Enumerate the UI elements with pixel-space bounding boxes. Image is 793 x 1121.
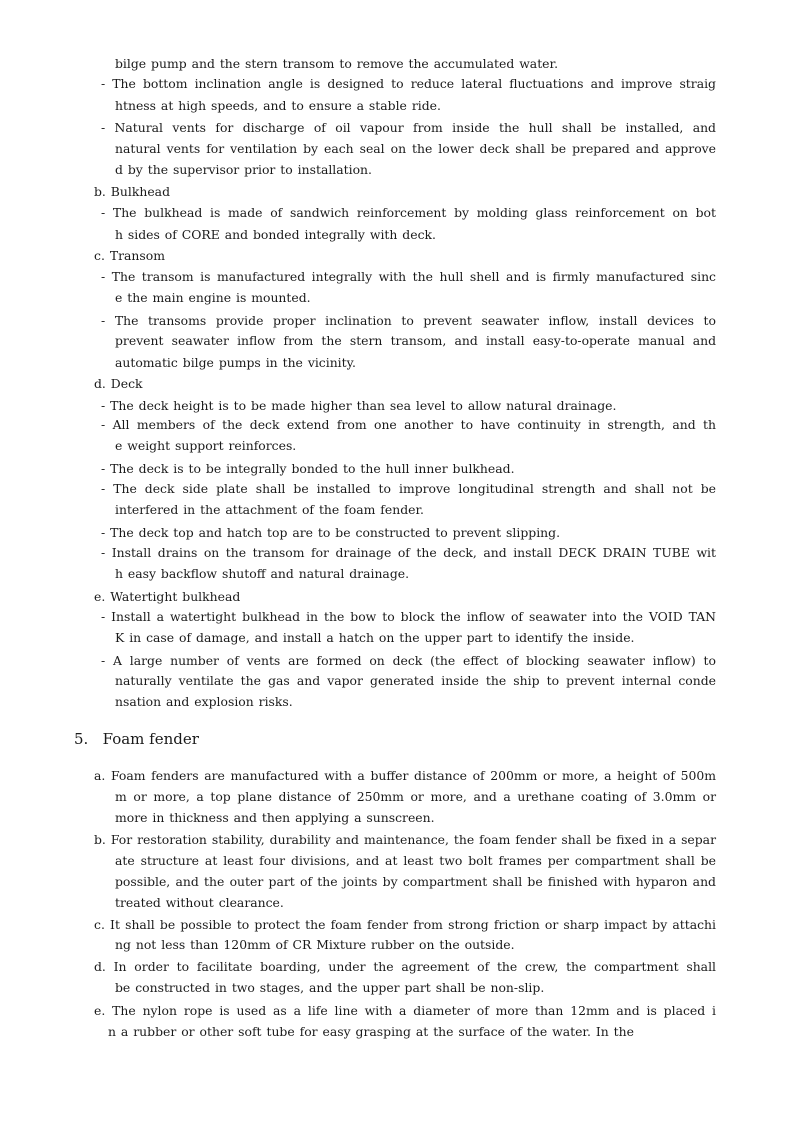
bullet-line: - Natural vents for discharge of oil vapour from inside the hull shall be installed, and bbox=[101, 120, 716, 135]
subsection-heading: e. Watertight bulkhead bbox=[94, 589, 241, 604]
text-line: more in thickness and then applying a sunscreen. bbox=[115, 810, 435, 825]
text-line: possible, and the outer part of the joints by compartment shall be finished with hyparon and bbox=[115, 874, 716, 889]
bullet-line: - Install a watertight bulkhead in the bow to block the inflow of seawater into the VOID TAN bbox=[101, 609, 716, 624]
list-item-line: c. It shall be possible to protect the foam fender from strong friction or sharp impact by attachi bbox=[94, 917, 716, 932]
text-line: d by the supervisor prior to installation. bbox=[115, 162, 372, 177]
text-line: K in case of damage, and install a hatch on the upper part to identify the inside. bbox=[115, 630, 635, 645]
subsection-heading: d. Deck bbox=[94, 376, 143, 391]
text-line: be constructed in two stages, and the upper part shall be non-slip. bbox=[115, 980, 545, 995]
text-line: prevent seawater inflow from the stern transom, and install easy-to-operate manual and bbox=[115, 333, 716, 348]
bullet-line: - The bottom inclination angle is designed to reduce lateral fluctuations and improve straig bbox=[101, 76, 716, 91]
bullet-line: - The transoms provide proper inclination to prevent seawater inflow, install devices to bbox=[101, 313, 716, 328]
text-line: htness at high speeds, and to ensure a stable ride. bbox=[115, 98, 441, 113]
text-line: nsation and explosion risks. bbox=[115, 694, 293, 709]
text-line: h easy backflow shutoff and natural drainage. bbox=[115, 566, 410, 581]
text-line: e the main engine is mounted. bbox=[115, 290, 311, 305]
list-item-line: e. The nylon rope is used as a life line with a diameter of more than 12mm and is placed i bbox=[94, 1003, 716, 1018]
text-line: n a rubber or other soft tube for easy grasping at the surface of the water. In the bbox=[108, 1024, 634, 1039]
bullet-line: - The deck is to be integrally bonded to the hull inner bulkhead. bbox=[101, 461, 515, 476]
list-item-line: a. Foam fenders are manufactured with a buffer distance of 200mm or more, a height of 500m bbox=[94, 768, 716, 783]
bullet-line: - The deck top and hatch top are to be constructed to prevent slipping. bbox=[101, 525, 561, 540]
text-line: ng not less than 120mm of CR Mixture rubber on the outside. bbox=[115, 937, 515, 952]
text-line: automatic bilge pumps in the vicinity. bbox=[115, 355, 356, 370]
text-line: natural vents for ventilation by each seal on the lower deck shall be prepared and approve bbox=[115, 141, 716, 156]
text-line: treated without clearance. bbox=[115, 895, 284, 910]
text-line: bilge pump and the stern transom to remove the accumulated water. bbox=[115, 56, 559, 71]
bullet-line: - All members of the deck extend from one another to have continuity in strength, and th bbox=[101, 417, 716, 432]
subsection-heading: b. Bulkhead bbox=[94, 184, 170, 199]
bullet-line: - The transom is manufactured integrally with the hull shell and is firmly manufactured sinc bbox=[101, 269, 716, 284]
text-line: m or more, a top plane distance of 250mm or more, and a urethane coating of 3.0mm or bbox=[115, 789, 716, 804]
text-line: h sides of CORE and bonded integrally with deck. bbox=[115, 227, 436, 242]
section-title: Foam fender bbox=[102, 730, 199, 748]
section-heading bbox=[74, 730, 199, 748]
section-number: 5. bbox=[74, 730, 89, 748]
bullet-line: - The deck side plate shall be installed to improve longitudinal strength and shall not be bbox=[101, 481, 716, 496]
list-item-line: d. In order to facilitate boarding, under the agreement of the crew, the compartment shall bbox=[94, 959, 716, 974]
bullet-line: - The deck height is to be made higher than sea level to allow natural drainage. bbox=[101, 398, 617, 413]
list-item-line: b. For restoration stability, durability and maintenance, the foam fender shall be fixed in a separ bbox=[94, 832, 716, 847]
text-line: interfered in the attachment of the foam fender. bbox=[115, 502, 424, 517]
bullet-line: - The bulkhead is made of sandwich reinforcement by molding glass reinforcement on bot bbox=[101, 205, 716, 220]
bullet-line: - Install drains on the transom for drainage of the deck, and install DECK DRAIN TUBE wit bbox=[101, 545, 716, 560]
bullet-line: - A large number of vents are formed on deck (the effect of blocking seawater inflow) to bbox=[101, 653, 716, 668]
text-line: naturally ventilate the gas and vapor generated inside the ship to prevent internal conde bbox=[115, 673, 716, 688]
text-line: ate structure at least four divisions, and at least two bolt frames per compartment shall be bbox=[115, 853, 716, 868]
subsection-heading: c. Transom bbox=[94, 248, 165, 263]
text-line: e weight support reinforces. bbox=[115, 438, 297, 453]
